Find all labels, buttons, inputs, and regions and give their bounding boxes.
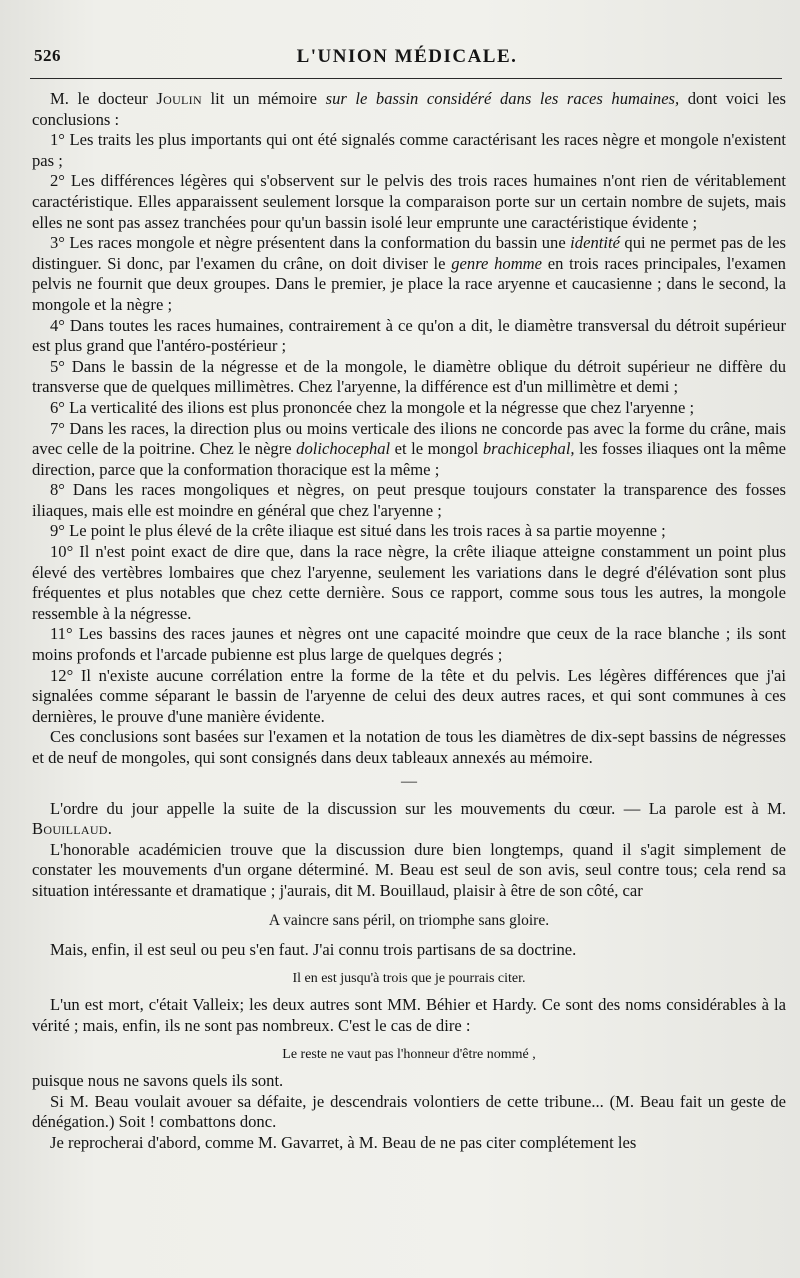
order-of-day-paragraph: L'ordre du jour appelle la suite de la discussion sur les mouvements du cœur. — La parole est à M. Bouillaud.: [32, 798, 786, 839]
puisque-line: puisque nous ne savons quels ils sont.: [32, 1071, 284, 1091]
conclusion-4: 4° Dans toutes les races humaines, contrairement à ce qu'on a dit, le diamètre transversal du détroit supérieur est plus grand que l'antéro-postérieur ;: [32, 315, 786, 356]
conclusion-5: 5° Dans le bassin de la négresse et de la mongole, le diamètre oblique du détroit supérieur ne diffère du transverse que de quelques millimètres. Chez l'aryenne, la différence est d'un millimètre et demi ;: [32, 356, 786, 397]
summary-paragraph: Ces conclusions sont basées sur l'examen et la notation de tous les diamètres de dix-sept bassins de négresses et de neuf de mongoles, qui sont consignés dans deux tableaux annexés au mémoire.: [32, 727, 786, 767]
last-line: Je reprocherai d'abord, comme M. Gavarret, à M. Beau de ne pas citer complétement les: [50, 1132, 637, 1152]
conclusion-1: 1° Les traits les plus importants qui ont été signalés comme caractérisant les races nègre et mongole n'existent pas ;: [32, 130, 786, 170]
mais-paragraph: Mais, enfin, il est seul ou peu s'en faut. J'ai connu trois partisans de sa doctrine.: [50, 940, 577, 960]
valleix-paragraph: L'un est mort, c'était Valleix; les deux autres sont MM. Béhier et Hardy. Ce sont des noms considérables à la vérité ; mais, enfin, ils ne sont pas nombreux. C'est le cas de dire :: [32, 995, 786, 1035]
section-separator: —: [401, 772, 417, 790]
conclusion-3: 3° Les races mongole et nègre présentent dans la conformation du bassin une identité qui ne permet pas de les distinguer. Si donc, par l'examen du crâne, on doit diviser le genre homme en trois races principales, l'examen pelvis ne fournit que deux groupes. Dans le premier, je place la race aryenne et caucasienne ; dans le second, la mongole et la nègre ;: [32, 233, 786, 314]
author-name: Joulin: [156, 89, 202, 108]
header-rule: [30, 78, 782, 79]
conclusion-6: 6° La verticalité des ilions est plus prononcée chez la mongole et la négresse que chez l'aryenne ;: [50, 397, 695, 417]
quoted-verse-3: Le reste ne vaut pas l'honneur d'être nommé ,: [282, 1046, 536, 1062]
conclusion-11: 11° Les bassins des races jaunes et nègres ont une capacité moindre que ceux de la race blanche ; ils sont moins profonds et l'arcade pubienne est plus large de quelques degrés ;: [32, 624, 786, 665]
speaker-name: Bouillaud.: [32, 819, 113, 839]
quoted-verse-2: Il en est jusqu'à trois que je pourrais citer.: [292, 970, 526, 986]
conclusion-10: 10° Il n'est point exact de dire que, dans la race nègre, la crête iliaque atteigne constamment un point plus élevé des vertèbres lombaires que chez l'aryenne, seulement les variations dans le degré d'élévation sont plus fréquentes et plus notables que chez cette dernière. Sous ce rapport, comme sous tous les autres, la mongole ressemble à la négresse.: [32, 542, 786, 623]
running-title: L'UNION MÉDICALE.: [296, 46, 518, 67]
si-beau-paragraph: Si M. Beau voulait avouer sa défaite, je descendrais volontiers de cette tribune... (M. Beau fait un geste de dénégation.) Soit ! combattons donc.: [32, 1091, 786, 1132]
conclusion-9: 9° Le point le plus élevé de la crête iliaque est situé dans les trois races à sa partie moyenne ;: [50, 521, 666, 541]
article-body: [32, 89, 786, 1154]
intro-paragraph: M. le docteur Joulin lit un mémoire sur le bassin considéré dans les races humaines, dont voici les conclusions :: [32, 89, 786, 129]
page-header: [32, 40, 782, 70]
quoted-verse-1: A vaincre sans péril, on triomphe sans gloire.: [268, 911, 550, 929]
conclusion-2: 2° Les différences légères qui s'observent sur le pelvis des trois races humaines n'ont rien de véritablement caractéristique. Elles apparaissent seulement lorsque la comparaison porte sur un certain nombre de sujets, mais elles ne sont pas assez tranchées pour qu'un bassin isolé leur emprunte une caractéristique évidente ;: [32, 171, 786, 232]
conclusion-12: 12° Il n'existe aucune corrélation entre la forme de la tête et du pelvis. Les légères différences que j'ai signalées comme séparant le bassin de l'aryenne de celui des deux autres races, et qui sont communes à ces dernières, le prouve d'une manière évidente.: [32, 665, 786, 726]
honorable-paragraph: L'honorable académicien trouve que la discussion dure bien longtemps, quand il s'agit simplement de constater les mouvements d'un organe déterminé. M. Beau est seul de son avis, seul contre tous; cela rend sa situation intéressante et dramatique ; j'aurais, dit M. Bouillaud, plaisir à être de son côté, car: [32, 839, 786, 900]
memoir-title: sur le bassin considéré dans les races humaines,: [325, 89, 680, 108]
conclusion-8: 8° Dans les races mongoliques et nègres, on peut presque toujours constater la transparence des fosses iliaques, mais elle est moindre en général que chez l'aryenne ;: [32, 480, 786, 520]
page-number: 526: [34, 46, 61, 65]
conclusion-7: 7° Dans les races, la direction plus ou moins verticale des ilions ne concorde pas avec la forme du crâne, mais avec celle de la poitrine. Chez le nègre dolichocephal et le mongol brachicephal, les fosses iliaques ont la même direction, parce que la conformation thoracique est la même ;: [32, 418, 787, 479]
